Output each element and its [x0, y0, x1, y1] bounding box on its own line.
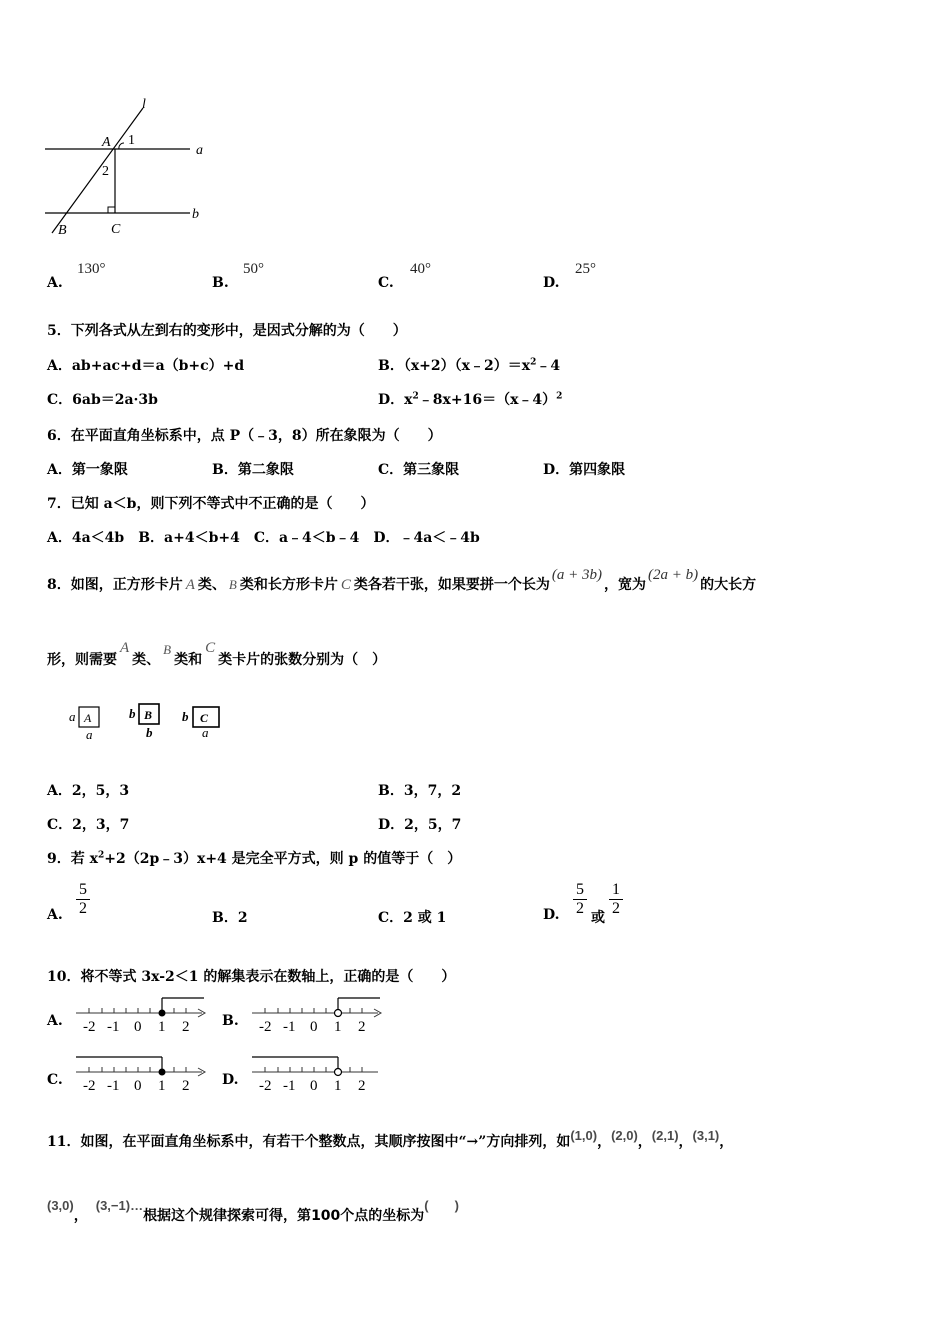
card-c-name: C: [200, 711, 209, 725]
q4-option-b-letter: B.: [212, 275, 229, 291]
q9-stem: 9．若 $x^2+2(2p﹣3)x+4$ 是完全平方式，则 p 的值等于（ ）: [47, 850, 462, 867]
svg-text:2: 2: [182, 1019, 190, 1035]
q9-option-d-letter: D.: [543, 907, 560, 923]
card-b-bottom-label: b: [146, 725, 153, 740]
q5-option-d: D．$x^2﹣8x+16=(x﹣4)^2$: [378, 391, 563, 408]
right-angle-mark: [108, 207, 115, 213]
q4-option-c-value: 40°: [410, 261, 431, 277]
card-a-side-label: a: [69, 709, 76, 724]
q4-option-a-letter: A.: [47, 275, 63, 291]
q4-option-d-value: 25°: [575, 261, 596, 277]
q8-stem-line2: 形，则需要A类、B类和C类卡片的张数分别为（ ）: [47, 640, 387, 668]
q10-number-line-c: [74, 1054, 209, 1096]
q5-option-c: C．6ab＝2a·3b: [47, 392, 158, 408]
q9-option-c: C．2 或 1: [378, 910, 447, 926]
label-2: 2: [102, 164, 109, 179]
q10-number-line-b: [250, 995, 385, 1037]
q8-option-b: B．3，7，2: [378, 783, 462, 799]
q11-stem: 11．如图，在平面直角坐标系中，有若干个整数点，其顺序按图中“→”方向排列，如(1,0)，(2,0)，(2,1)，(3,1)，: [47, 1128, 734, 1150]
svg-text:0: 0: [310, 1019, 318, 1035]
card-a-name: A: [84, 711, 92, 725]
q8-option-c: C．2，3，7: [47, 817, 130, 833]
svg-text:1: 1: [158, 1019, 166, 1035]
q10-option-a-letter: A.: [47, 1013, 63, 1029]
q9-option-a-letter: A.: [47, 907, 63, 923]
label-A: A: [102, 135, 111, 150]
line-l: [52, 108, 143, 233]
q5-option-a: A．ab+ac+d＝a（b+c）+d: [47, 358, 245, 374]
q8-option-a: A．2，5，3: [47, 783, 130, 799]
svg-text:-1: -1: [283, 1078, 296, 1094]
svg-text:0: 0: [310, 1078, 318, 1094]
svg-text:1: 1: [158, 1078, 166, 1094]
q6-stem: 6．在平面直角坐标系中，点 P（﹣3，8）所在象限为（ ）: [47, 428, 442, 444]
q4-option-d-letter: D.: [543, 275, 560, 291]
q10-number-line-d: [250, 1054, 385, 1096]
label-1: 1: [128, 133, 135, 148]
svg-text:2: 2: [182, 1078, 190, 1094]
label-b: b: [192, 207, 199, 222]
q9-option-d-fraction-1: $\frac{5}{2}$: [573, 881, 587, 918]
q4-option-c-letter: C.: [378, 275, 394, 291]
svg-text:-2: -2: [83, 1078, 96, 1094]
q8-cards-figure: [65, 696, 240, 742]
q5-option-b: B．$(x+2)(x﹣2)=x^2﹣4$: [378, 357, 561, 374]
svg-text:-1: -1: [283, 1019, 296, 1035]
svg-text:-1: -1: [107, 1019, 120, 1035]
q5-stem: 5．下列各式从左到右的变形中，是因式分解的为（ ）: [47, 323, 407, 339]
label-l: l: [142, 97, 146, 112]
svg-text:-2: -2: [259, 1019, 272, 1035]
card-c-bottom-label: a: [202, 725, 209, 740]
svg-text:-2: -2: [83, 1019, 96, 1035]
label-a: a: [196, 143, 203, 158]
q10-stem: 10．将不等式 3x-2＜1 的解集表示在数轴上，正确的是（ ）: [47, 969, 456, 985]
svg-text:2: 2: [358, 1078, 366, 1094]
svg-text:0: 0: [134, 1078, 142, 1094]
label-C: C: [111, 222, 121, 237]
q4-option-a-value: 130°: [77, 261, 106, 277]
q6-option-a: A．第一象限: [47, 462, 128, 478]
card-b-name: B: [144, 708, 153, 722]
q9-option-b: B．2: [212, 910, 248, 926]
card-b-side-label: b: [129, 706, 136, 721]
svg-text:-2: -2: [259, 1078, 272, 1094]
card-c-side-label: b: [182, 709, 189, 724]
q11-stem-line2: (3,0)，(3,−1)…根据这个规律探索可得，第100个点的坐标为( ): [47, 1198, 459, 1224]
q10-option-d-letter: D.: [222, 1072, 239, 1088]
q10-number-line-a: [74, 995, 209, 1037]
svg-text:1: 1: [334, 1078, 342, 1094]
q6-option-b: B．第二象限: [212, 462, 294, 478]
label-B: B: [58, 223, 67, 238]
q8-stem-line1: 8．如图，正方形卡片 A 类、 B 类和长方形卡片 C 类各若干张，如果要拼一个长为(a + 3b)，宽为(2a + b)的大长方: [47, 567, 757, 593]
q6-option-c: C．第三象限: [378, 462, 460, 478]
q9-option-d-or: 或: [591, 910, 605, 926]
svg-text:1: 1: [334, 1019, 342, 1035]
svg-text:0: 0: [134, 1019, 142, 1035]
q9-option-a-fraction: $\frac{5}{2}$: [76, 881, 90, 918]
parallel-lines-figure: [40, 96, 220, 241]
q8-option-d: D．2，5，7: [378, 817, 462, 833]
svg-text:-1: -1: [107, 1078, 120, 1094]
q7-options: A．4a＜4b B．a+4＜b+4 C．a﹣4＜b﹣4 D．﹣4a＜﹣4b: [47, 530, 480, 546]
q10-option-b-letter: B.: [222, 1013, 239, 1029]
q6-option-d: D．第四象限: [543, 462, 626, 478]
q4-option-b-value: 50°: [243, 261, 264, 277]
card-a-bottom-label: a: [86, 727, 93, 742]
q9-option-d-fraction-2: $\frac{1}{2}$: [609, 881, 623, 918]
q7-stem: 7．已知 a＜b，则下列不等式中不正确的是（ ）: [47, 496, 375, 512]
svg-text:2: 2: [358, 1019, 366, 1035]
q10-option-c-letter: C.: [47, 1072, 63, 1088]
